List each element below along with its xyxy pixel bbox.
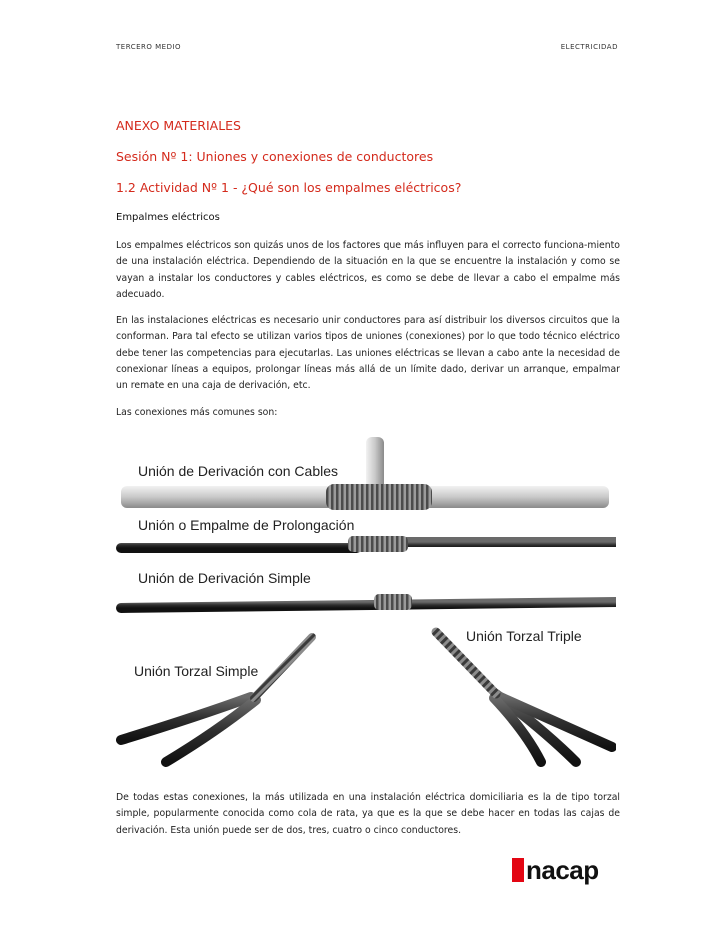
tap-cable-coil <box>326 484 432 510</box>
paragraph-intro: Los empalmes eléctricos son quizás unos de los factores que más influyen para el correcto funciona-miento de una instalación eléctrica. Dependiendo de la situación en la que se encuentre la instalación y como se vayan a instalar los conductores y cables eléctricos, es como se debe de llevar a cabo el empalme más adecuado. <box>116 240 620 300</box>
section-subheading: Empalmes eléctricos <box>116 212 220 223</box>
splices-figure <box>116 432 616 772</box>
header-left: TERCERO MEDIO <box>116 43 182 51</box>
inacap-logo <box>512 855 599 885</box>
label-simple-tap: Unión de Derivación Simple <box>138 570 311 586</box>
paragraph-conclusion: De todas estas conexiones, la más utilizada en una instalación eléctrica domiciliaria es la de tipo torzal simple, popularmente conocida como cola de rata, ya que es la que se debe hacer en todas las cajas de derivación. Esta unión puede ser de dos, tres, cuatro o cinco conductores. <box>116 792 620 836</box>
header-right: ELECTRICIDAD <box>560 43 618 51</box>
activity-heading: 1.2 Actividad Nº 1 - ¿Qué son los empalmes eléctricos? <box>116 180 462 195</box>
label-torzal-simple: Unión Torzal Simple <box>134 663 259 679</box>
simple-tap-coil <box>374 594 412 610</box>
paragraph-installations: En las instalaciones eléctricas es necesario unir conductores para así distribuir los diversos circuitos que la conforman. Para tal efecto se utilizan varios tipos de uniones (conexiones) por lo que todo técnico eléctrico debe tener las competencias para ejecutarlas. Las uniones eléctricas se llevan a cabo ante la necesidad de conexionar líneas a equipos, prolongar líneas más allá de un límite dado, derivar un arranque, empalmar un remate en una caja de derivación, etc. <box>116 315 620 392</box>
simple-tap-main <box>121 602 616 608</box>
paragraph-common: Las conexiones más comunes son: <box>116 407 278 418</box>
logo-text: nacap <box>526 855 599 885</box>
annex-heading: ANEXO MATERIALES <box>116 118 241 133</box>
torzal-simple-twist <box>254 637 312 698</box>
session-heading: Sesión Nº 1: Uniones y conexiones de conductores <box>116 149 434 164</box>
logo-mark-icon <box>512 858 524 882</box>
prolongation-coil <box>348 536 408 552</box>
label-torzal-triple: Unión Torzal Triple <box>466 628 582 644</box>
tap-cable-vertical <box>366 437 384 492</box>
label-prolongation: Unión o Empalme de Prolongación <box>138 517 355 533</box>
label-cable-tap: Unión de Derivación con Cables <box>138 463 338 479</box>
